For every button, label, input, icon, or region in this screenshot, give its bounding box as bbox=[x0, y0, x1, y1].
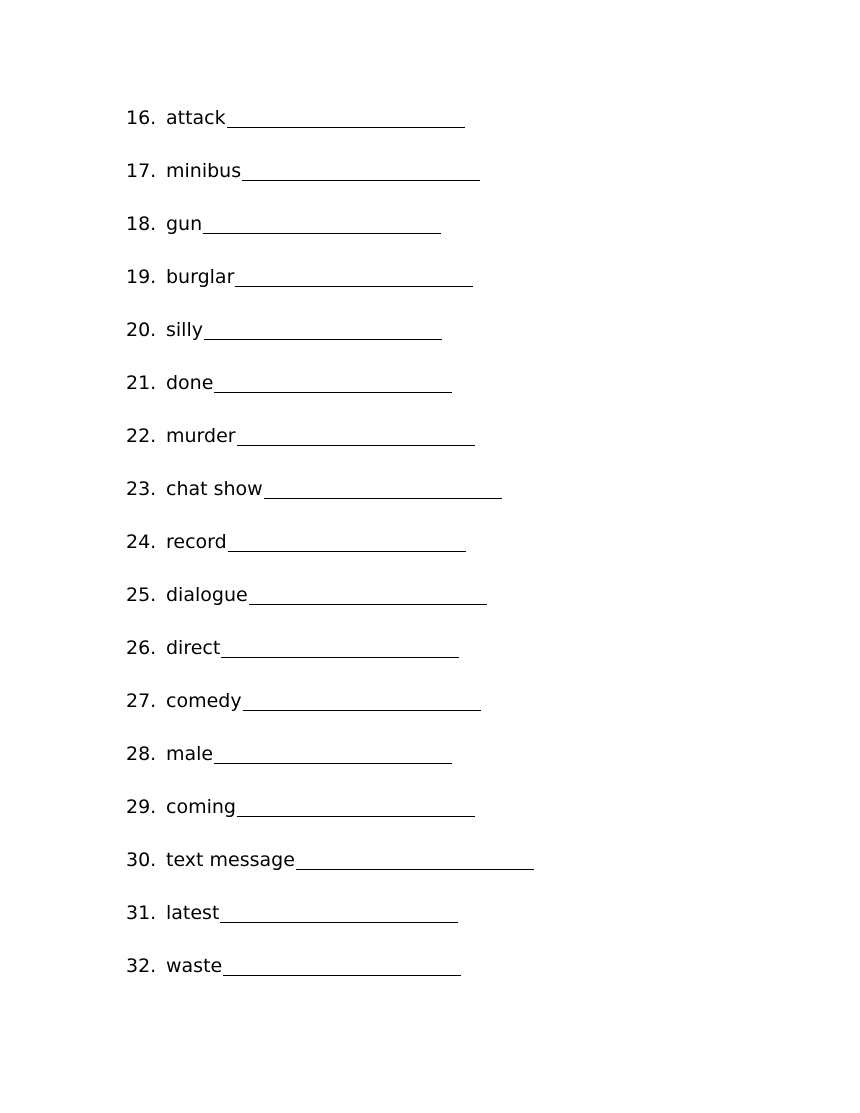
item-word: minibus bbox=[166, 160, 242, 182]
item-number: 22. bbox=[126, 425, 157, 447]
answer-blank[interactable] bbox=[214, 391, 452, 393]
item-number: 21. bbox=[126, 372, 157, 394]
item-word: waste bbox=[166, 955, 223, 977]
item-word: burglar bbox=[166, 266, 235, 288]
item-word: murder bbox=[166, 425, 236, 447]
item-number: 27. bbox=[126, 690, 157, 712]
answer-blank[interactable] bbox=[264, 497, 502, 499]
item-word: direct bbox=[166, 637, 221, 659]
item-number: 16. bbox=[126, 107, 157, 129]
list-item bbox=[126, 318, 534, 371]
answer-blank[interactable] bbox=[235, 285, 473, 287]
item-word: text message bbox=[166, 849, 295, 871]
item-word: gun bbox=[166, 213, 203, 235]
answer-blank[interactable] bbox=[227, 126, 465, 128]
item-number: 20. bbox=[126, 319, 157, 341]
item-number: 26. bbox=[126, 637, 157, 659]
answer-blank[interactable] bbox=[243, 709, 481, 711]
item-word: chat show bbox=[166, 478, 263, 500]
item-number: 17. bbox=[126, 160, 157, 182]
list-item bbox=[126, 424, 534, 477]
answer-blank[interactable] bbox=[214, 762, 452, 764]
list-item bbox=[126, 848, 534, 901]
item-word: comedy bbox=[166, 690, 242, 712]
item-word: dialogue bbox=[166, 584, 248, 606]
answer-blank[interactable] bbox=[249, 603, 487, 605]
item-word: coming bbox=[166, 796, 236, 818]
list-item bbox=[126, 583, 534, 636]
answer-blank[interactable] bbox=[220, 921, 458, 923]
item-number: 18. bbox=[126, 213, 157, 235]
vocabulary-list bbox=[126, 106, 534, 1007]
list-item bbox=[126, 371, 534, 424]
list-item bbox=[126, 530, 534, 583]
list-item bbox=[126, 742, 534, 795]
answer-blank[interactable] bbox=[223, 974, 461, 976]
item-word: record bbox=[166, 531, 227, 553]
item-number: 29. bbox=[126, 796, 157, 818]
item-number: 19. bbox=[126, 266, 157, 288]
answer-blank[interactable] bbox=[204, 338, 442, 340]
item-word: latest bbox=[166, 902, 220, 924]
item-number: 23. bbox=[126, 478, 157, 500]
answer-blank[interactable] bbox=[203, 232, 441, 234]
item-number: 32. bbox=[126, 955, 157, 977]
list-item bbox=[126, 689, 534, 742]
item-number: 28. bbox=[126, 743, 157, 765]
list-item bbox=[126, 212, 534, 265]
list-item bbox=[126, 954, 534, 1007]
item-number: 25. bbox=[126, 584, 157, 606]
answer-blank[interactable] bbox=[237, 444, 475, 446]
list-item bbox=[126, 159, 534, 212]
list-item bbox=[126, 795, 534, 848]
list-item bbox=[126, 636, 534, 689]
item-number: 24. bbox=[126, 531, 157, 553]
item-word: done bbox=[166, 372, 214, 394]
item-word: male bbox=[166, 743, 214, 765]
answer-blank[interactable] bbox=[228, 550, 466, 552]
answer-blank[interactable] bbox=[237, 815, 475, 817]
list-item bbox=[126, 106, 534, 159]
item-number: 31. bbox=[126, 902, 157, 924]
answer-blank[interactable] bbox=[296, 868, 534, 870]
answer-blank[interactable] bbox=[242, 179, 480, 181]
list-item bbox=[126, 901, 534, 954]
item-number: 30. bbox=[126, 849, 157, 871]
list-item bbox=[126, 265, 534, 318]
item-word: attack bbox=[166, 107, 226, 129]
list-item bbox=[126, 477, 534, 530]
answer-blank[interactable] bbox=[221, 656, 459, 658]
item-word: silly bbox=[166, 319, 203, 341]
